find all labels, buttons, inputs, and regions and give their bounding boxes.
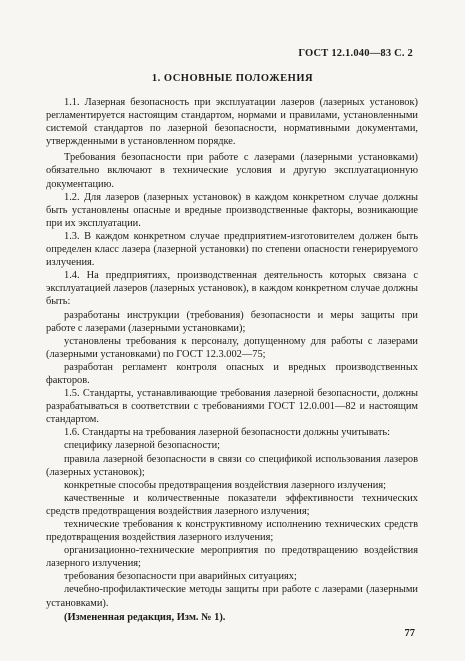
list-item: лечебно-профилактические методы защиты при работе с лазерами (лазерными установками).	[46, 584, 418, 609]
list-item: качественные и количественные показатели эффективности технических средств предотвращения воздействия лазерного излучения;	[46, 492, 418, 517]
paragraph-1-1: 1.1. Лазерная безопасность при эксплуатации лазеров (лазерных установок) регламентируется настоящим стандартом, нормами и правилами, установленными системой стандартов по лазерной безопасности, нормативными документами, утвержденными в установленном порядке.	[46, 97, 418, 148]
list-item: требования безопасности при аварийных ситуациях;	[64, 571, 297, 583]
paragraph-1-2: 1.2. Для лазеров (лазерных установок) в каждом конкретном случае должны быть установлены опасные и вредные производственные факторы, возникающие при их эксплуатации.	[46, 191, 418, 229]
list-item: правила лазерной безопасности в связи со спецификой использования лазеров (лазерных установок);	[46, 453, 418, 478]
paragraph-1-3: 1.3. В каждом конкретном случае предприятием-изготовителем должен быть определен класс лазера (лазерной установки) по степени опасности генерируемого излучения.	[46, 230, 418, 269]
list-item: конкретные способы предотвращения воздействия лазерного излучения;	[64, 479, 386, 491]
list-item: организационно-технические мероприятия по предотвращению воздействия лазерного излучения;	[46, 545, 418, 570]
amendment-note: (Измененная редакция, Изм. № 1).	[64, 611, 226, 623]
page-number: 77	[404, 628, 415, 639]
paragraph-1-4: 1.4. На предприятиях, производственная деятельность которых связана с эксплуатацией лазеров (лазерных установок), в каждом конкретном случае должны быть:	[46, 270, 418, 308]
standard-header: ГОСТ 12.1.040—83 С. 2	[298, 48, 413, 59]
document-body	[46, 96, 418, 624]
section-title: 1. ОСНОВНЫЕ ПОЛОЖЕНИЯ	[151, 73, 314, 84]
paragraph-safety-requirements: Требования безопасности при работе с лазерами (лазерными установками) обязательно включают в технические условия и другую эксплуатационную документацию.	[46, 152, 418, 190]
list-item: установлены требования к персоналу, допущенному для работы с лазерами (лазерными установками) по ГОСТ 12.3.002—75;	[46, 335, 418, 360]
paragraph-1-6: 1.6. Стандарты на требования лазерной безопасности должны учитывать:	[64, 427, 390, 439]
list-item: специфику лазерной безопасности;	[64, 440, 221, 452]
list-item: разработаны инструкции (требования) безопасности и меры защиты при работе с лазерами (лазерными установками);	[46, 309, 418, 334]
paragraph-1-5: 1.5. Стандарты, устанавливающие требования лазерной безопасности, должны разрабатываться в соответствии с требованиями ГОСТ 12.0.001—82 и настоящим стандартом.	[46, 388, 418, 426]
list-item: разработан регламент контроля опасных и вредных производственных факторов.	[46, 361, 418, 386]
list-item: технические требования к конструктивному исполнению технических средств предотвращения воздействия лазерного излучения;	[46, 519, 418, 544]
